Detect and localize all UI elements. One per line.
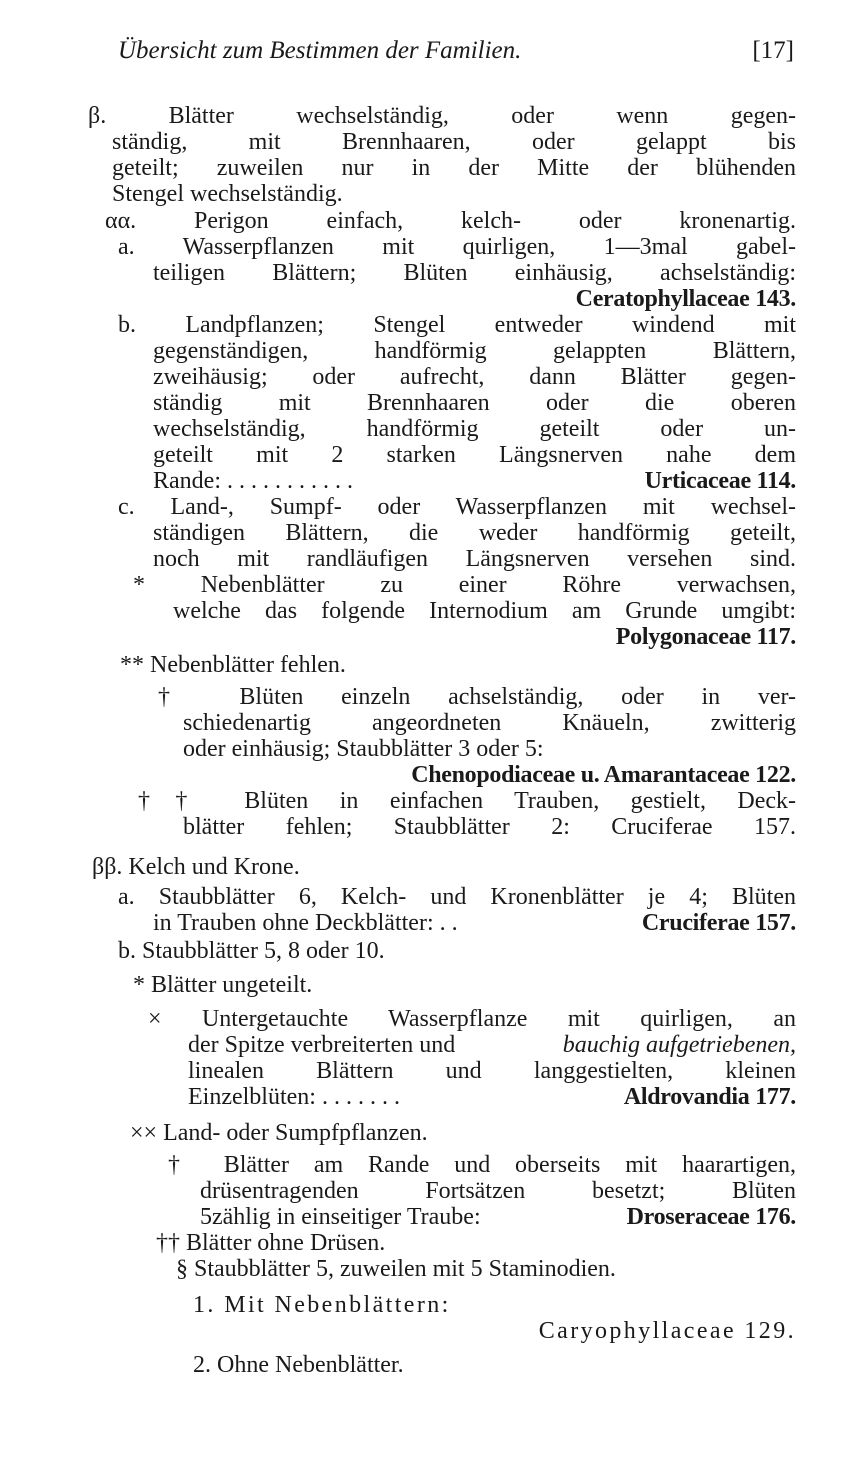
- family-name: Urticaceae 114.: [644, 468, 796, 494]
- text-line: 1. Mit Nebenblättern:: [193, 1292, 451, 1318]
- text-line: b. Landpflanzen; Stengel entweder windend mit: [118, 312, 796, 338]
- page-number: [17]: [752, 37, 794, 64]
- text-line: schiedenartig angeordneten Knäueln, zwitterig: [183, 710, 796, 736]
- text-line: oder einhäusig; Staubblätter 3 oder 5:: [183, 736, 544, 762]
- family-name: Aldrovandia 177.: [623, 1084, 796, 1110]
- family-name: Polygonaceae 117.: [615, 624, 796, 650]
- text-segment: der Spitze verbreiterten und: [188, 1032, 456, 1058]
- text-line: drüsentragenden Fortsätzen besetzt; Blüten: [200, 1178, 796, 1204]
- text-line: gegenständigen, handförmig gelappten Blättern,: [153, 338, 796, 364]
- text-line: β. Blätter wechselständig, oder wenn gegen-: [88, 103, 796, 129]
- text-line: 2. Ohne Nebenblätter.: [193, 1352, 404, 1378]
- text-line: Stengel wechselständig.: [112, 181, 343, 207]
- text-line: 5zählig in einseitiger Traube:: [200, 1204, 481, 1230]
- text-line: zweihäusig; oder aufrecht, dann Blätter gegen-: [153, 364, 796, 390]
- text-line: geteilt; zuweilen nur in der Mitte der blühenden: [112, 155, 796, 181]
- family-name: Cruciferae 157.: [641, 910, 796, 936]
- text-line: welche das folgende Internodium am Grunde umgibt:: [173, 598, 796, 624]
- text-line: b. Staubblätter 5, 8 oder 10.: [118, 938, 385, 964]
- text-line: linealen Blättern und langgestielten, kleinen: [188, 1058, 796, 1084]
- text-line: geteilt mit 2 starken Längsnerven nahe dem: [153, 442, 796, 468]
- text-line: noch mit randläufigen Längsnerven versehen sind.: [153, 546, 796, 572]
- page-title: Übersicht zum Bestimmen der Familien.: [118, 37, 522, 64]
- text-line: Rande: . . . . . . . . . . .: [153, 468, 353, 494]
- text-line: ständigen Blättern, die weder handförmig geteilt,: [153, 520, 796, 546]
- family-name: Droseraceae 176.: [626, 1204, 796, 1230]
- text-line: Einzelblüten: . . . . . . .: [188, 1084, 400, 1110]
- text-line: ββ. Kelch und Krone.: [92, 854, 300, 880]
- text-line: § Staubblätter 5, zuweilen mit 5 Staminodien.: [176, 1256, 616, 1282]
- text-line: * Nebenblätter zu einer Röhre verwachsen,: [133, 572, 796, 598]
- family-name: Caryophyllaceae 129.: [538, 1318, 796, 1344]
- text-line: a. Wasserpflanzen mit quirligen, 1—3mal gabel-: [118, 234, 796, 260]
- text-line: in Trauben ohne Deckblätter: . .: [153, 910, 458, 936]
- text-line: † Blätter am Rande und oberseits mit haarartigen,: [168, 1152, 796, 1178]
- text-line: * Blätter ungeteilt.: [133, 972, 313, 998]
- text-line: αα. Perigon einfach, kelch- oder kronenartig.: [105, 208, 796, 234]
- text-line: [188, 1032, 796, 1058]
- text-line: †† Blüten in einfachen Trauben, gestielt, Deck-: [138, 788, 796, 814]
- text-line: ** Nebenblätter fehlen.: [120, 652, 346, 678]
- text-line: wechselständig, handförmig geteilt oder un-: [153, 416, 796, 442]
- text-line: a. Staubblätter 6, Kelch- und Kronenblätter je 4; Blüten: [118, 884, 796, 910]
- running-head: [118, 38, 794, 64]
- family-name: Ceratophyllaceae 143.: [575, 286, 796, 312]
- text-line: †† Blätter ohne Drüsen.: [156, 1230, 386, 1256]
- text-line: × Untergetauchte Wasserpflanze mit quirligen, an: [148, 1006, 796, 1032]
- text-line: ständig mit Brennhaaren oder die oberen: [153, 390, 796, 416]
- family-name: Chenopodiaceae u. Amarantaceae 122.: [411, 762, 796, 788]
- italic-emphasis: bauchig aufgetriebenen,: [562, 1032, 796, 1058]
- text-line: ständig, mit Brennhaaren, oder gelappt bis: [112, 129, 796, 155]
- text-line: teiligen Blättern; Blüten einhäusig, achselständig:: [153, 260, 796, 286]
- text-line: † Blüten einzeln achselständig, oder in ver-: [158, 684, 796, 710]
- text-line: ×× Land- oder Sumpfpflanzen.: [130, 1120, 428, 1146]
- text-line: blätter fehlen; Staubblätter 2: Cruciferae 157.: [183, 814, 796, 840]
- text-line: c. Land-, Sumpf- oder Wasserpflanzen mit wechsel-: [118, 494, 796, 520]
